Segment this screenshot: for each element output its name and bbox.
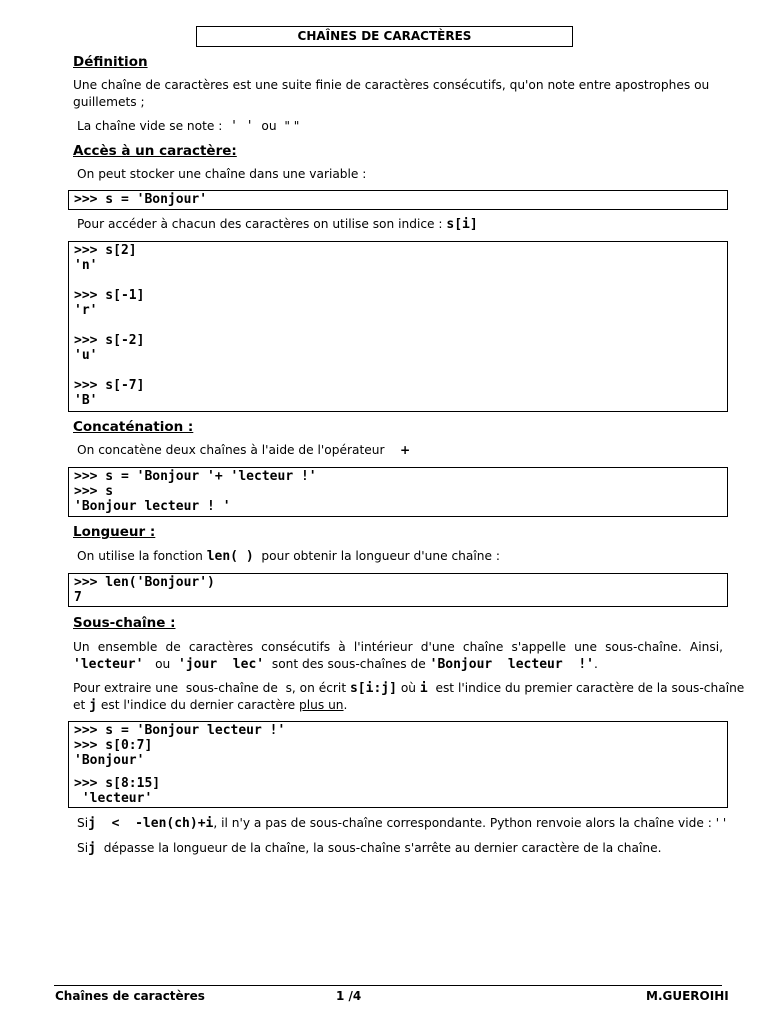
code-line: >>> s[-7]	[74, 378, 145, 393]
p1-code-bonjour: 'Bonjour lecteur !'	[429, 657, 594, 672]
p2-text-a: Pour extraire une sous-chaîne de s, on écrit	[73, 681, 347, 695]
page-title: CHAÎNES DE CARACTÈRES	[196, 26, 573, 47]
p1-code-lecteur: 'lecteur'	[73, 657, 144, 672]
concat-operator: +	[399, 443, 411, 457]
index-text-line	[77, 216, 478, 233]
definition-heading: Définition	[73, 54, 148, 70]
substring-paragraph-2	[73, 680, 745, 714]
definition-text: Une chaîne de caractères est une suite finie de caractères consécutifs, qu'on note entre apostrophes ou guillemets ;	[73, 78, 710, 109]
substring-p2-line1	[73, 680, 745, 697]
p2-ou: où	[400, 681, 416, 695]
access-intro: On peut stocker une chaîne dans une variable :	[77, 167, 367, 181]
p2-code-slice: s[i:j]	[349, 681, 397, 696]
note2-text: dépasse la longueur de la chaîne, la sous-chaîne s'arrête au dernier caractère de la chaîne.	[103, 841, 662, 855]
code-line: 7	[74, 590, 82, 605]
code-line: 'lecteur'	[74, 791, 153, 806]
substring-heading: Sous-chaîne :	[73, 615, 176, 631]
concat-text: On concatène deux chaînes à l'aide de l'opérateur	[77, 443, 385, 457]
code-line: 'Bonjour'	[74, 753, 145, 768]
code-line: 'r'	[74, 303, 98, 318]
code-line: >>> s[2]	[74, 243, 137, 258]
note-negative	[77, 815, 726, 832]
empty-or: ou	[261, 119, 277, 133]
p1-text: sont des sous-chaînes de	[271, 657, 426, 671]
p1-ou: ou	[155, 657, 171, 671]
footer-author: M.GUEROIHI	[646, 989, 729, 1003]
code-line: 'Bonjour lecteur ! '	[74, 499, 231, 514]
code-line: >>> len('Bonjour')	[74, 575, 215, 590]
note1-si: Si	[77, 816, 89, 830]
code-line: >>> s	[74, 484, 114, 499]
code-line: >>> s = 'Bonjour lecteur !'	[74, 723, 286, 738]
length-heading: Longueur :	[73, 524, 156, 540]
length-text-line	[77, 548, 500, 565]
substring-paragraph-1	[73, 639, 723, 673]
note2-si: Si	[77, 841, 89, 855]
code-line: 'B'	[74, 393, 98, 408]
length-func: len( )	[206, 549, 254, 564]
code-line: 'n'	[74, 258, 98, 273]
empty-prefix: La chaîne vide se note :	[77, 119, 223, 133]
empty-single: ' '	[230, 119, 254, 134]
code-box-index	[68, 241, 728, 412]
p2-et: et	[73, 698, 86, 712]
substring-p2-line2	[73, 697, 723, 714]
empty-double: " "	[284, 119, 300, 133]
length-text-before: On utilise la fonction	[77, 549, 203, 563]
code-box-concat	[68, 467, 728, 517]
p2-text-b: est l'indice du premier caractère de la sous-chaîne	[435, 681, 745, 695]
substring-p1-line2	[73, 656, 723, 673]
access-heading: Accès à un caractère:	[73, 143, 237, 159]
p1-code-jourlec: 'jour lec'	[178, 657, 265, 672]
code-line: >>> s[8:15]	[74, 776, 161, 791]
code-line: >>> s[-1]	[74, 288, 145, 303]
code-line: >>> s[0:7]	[74, 738, 153, 753]
p1-end: .	[594, 657, 598, 671]
note2-code: j	[88, 841, 96, 856]
concat-text-line	[77, 442, 410, 459]
note-overflow	[77, 840, 661, 857]
length-text-after: pour obtenir la longueur d'une chaîne :	[261, 549, 500, 563]
p2-end: .	[343, 698, 348, 712]
empty-string-line	[77, 118, 299, 135]
code-line: >>> s = 'Bonjour'	[74, 192, 208, 207]
p2-plus-un: plus un	[299, 698, 344, 712]
note1-code: j < -len(ch)+i	[88, 816, 214, 831]
code-box-len	[68, 573, 728, 607]
footer-page-number: 1 /4	[336, 989, 362, 1003]
p2-text-c: est l'indice du dernier caractère	[100, 698, 296, 712]
footer-title: Chaînes de caractères	[55, 989, 205, 1003]
substring-p1-line1: Un ensemble de caractères consécutifs à l'intérieur d'une chaîne s'appelle une sous-chaîne. Ainsi,	[73, 640, 723, 654]
index-code: s[i]	[446, 217, 478, 232]
note1-text: , il n'y a pas de sous-chaîne correspondante. Python renvoie alors la chaîne vide : ' '	[213, 816, 727, 830]
code-line: 'u'	[74, 348, 98, 363]
index-text: Pour accéder à chacun des caractères on utilise son indice :	[77, 217, 443, 231]
concat-heading: Concaténation :	[73, 419, 194, 435]
code-box-slice	[68, 721, 728, 808]
code-line: >>> s[-2]	[74, 333, 145, 348]
footer-divider	[54, 985, 722, 986]
code-line: >>> s = 'Bonjour '+ 'lecteur !'	[74, 469, 317, 484]
p2-code-i: i	[419, 681, 428, 696]
p2-code-j: j	[89, 698, 97, 713]
code-box-assign	[68, 190, 728, 210]
